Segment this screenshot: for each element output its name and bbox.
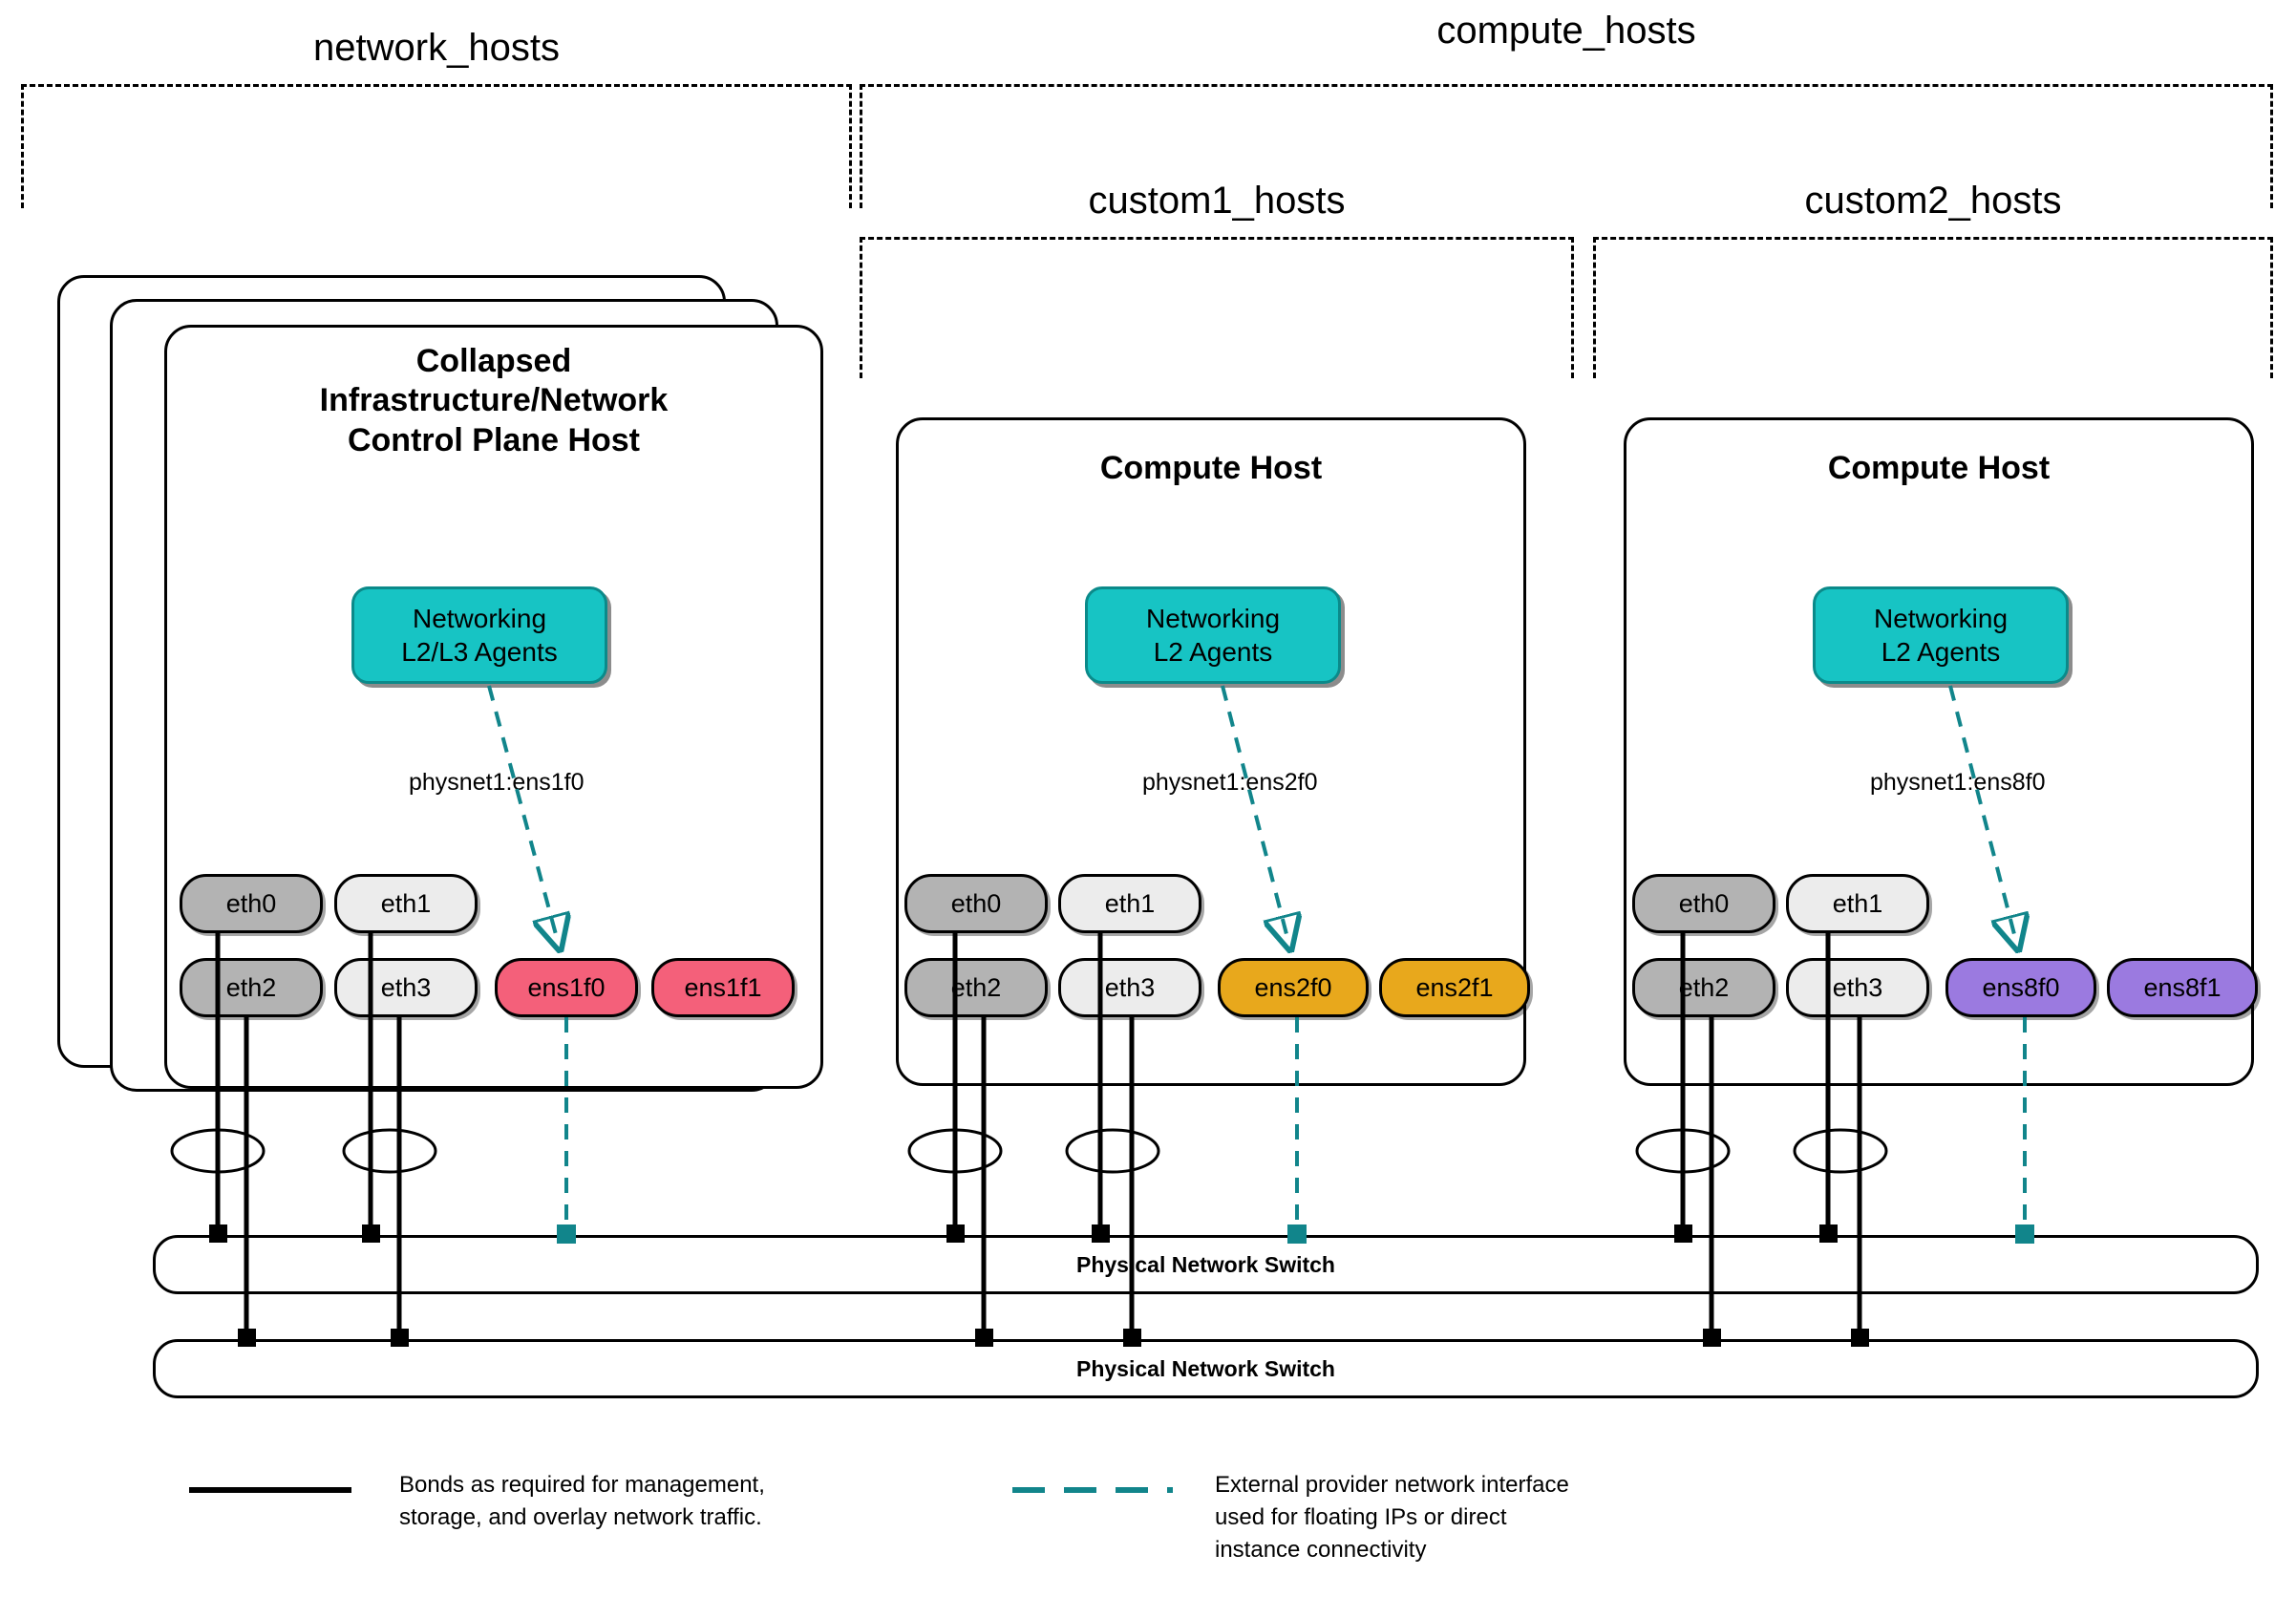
network-host-title-line3: Control Plane Host	[347, 421, 641, 458]
network-host-agents-box[interactable]	[351, 586, 607, 684]
legend-provider-line3: instance connectivity	[1215, 1537, 1427, 1564]
compute-host-2-agents-box[interactable]	[1813, 586, 2069, 684]
legend-provider-text	[1215, 1469, 1664, 1566]
nic-eth3-network-host[interactable]: eth3	[334, 958, 478, 1017]
nic-eth1-network-host[interactable]: eth1	[334, 874, 478, 933]
legend-provider-line1: External provider network interface	[1215, 1472, 1569, 1498]
compute-host-1-agents-box[interactable]	[1085, 586, 1341, 684]
compute-host-2-physnet-label: physnet1:ens8f0	[1870, 769, 2046, 796]
group-box-network-hosts	[21, 84, 852, 208]
group-label-network-hosts: network_hosts	[313, 27, 560, 69]
compute-host-1-physnet-label: physnet1:ens2f0	[1142, 769, 1318, 796]
network-host-physnet-label: physnet1:ens1f0	[409, 769, 585, 796]
network-host-title	[164, 342, 823, 460]
bond-ellipse-network-host-b	[344, 1130, 436, 1172]
group-label-custom1-hosts: custom1_hosts	[1088, 180, 1346, 222]
physical-network-switch-1[interactable]	[153, 1235, 2259, 1294]
network-host-title-line2: Infrastructure/Network	[319, 382, 669, 419]
physical-network-switch-1-label: Physical Network Switch	[1076, 1251, 1335, 1277]
nic-eth3-compute-host-1[interactable]: eth3	[1058, 958, 1201, 1017]
bond-ellipse-network-host-a	[172, 1130, 264, 1172]
nic-ens2f1-compute-host-1[interactable]: ens2f1	[1379, 958, 1530, 1017]
nic-eth0-compute-host-2[interactable]: eth0	[1632, 874, 1775, 933]
nic-eth0-network-host[interactable]: eth0	[180, 874, 323, 933]
physical-network-switch-2[interactable]	[153, 1339, 2259, 1398]
group-box-custom2-hosts	[1593, 237, 2273, 378]
nic-eth2-compute-host-2[interactable]: eth2	[1632, 958, 1775, 1017]
group-box-custom1-hosts	[860, 237, 1574, 378]
compute-host-2-agents-line1: Networking	[1873, 604, 2009, 633]
legend-bonds-text	[399, 1469, 810, 1534]
legend-provider-line2: used for floating IPs or direct	[1215, 1504, 1507, 1531]
nic-ens1f0-network-host[interactable]: ens1f0	[495, 958, 638, 1017]
group-label-custom2-hosts: custom2_hosts	[1804, 180, 2062, 222]
network-host-agents-line2: L2/L3 Agents	[401, 637, 558, 667]
legend-bonds-line1: Bonds as required for management,	[399, 1472, 765, 1498]
compute-host-1-agents-line2: L2 Agents	[1153, 637, 1273, 667]
bond-ellipse-compute-host-1-a	[909, 1130, 1001, 1172]
nic-ens1f1-network-host[interactable]: ens1f1	[651, 958, 795, 1017]
nic-ens2f0-compute-host-1[interactable]: ens2f0	[1218, 958, 1369, 1017]
nic-ens8f0-compute-host-2[interactable]: ens8f0	[1945, 958, 2096, 1017]
bond-ellipse-compute-host-1-b	[1067, 1130, 1159, 1172]
nic-eth2-network-host[interactable]: eth2	[180, 958, 323, 1017]
nic-eth1-compute-host-1[interactable]: eth1	[1058, 874, 1201, 933]
legend-bonds-line2: storage, and overlay network traffic.	[399, 1504, 762, 1531]
network-host-agents-line1: Networking	[412, 604, 547, 633]
bond-ellipse-compute-host-2-b	[1795, 1130, 1886, 1172]
network-host-title-line1: Collapsed	[415, 343, 572, 379]
nic-eth2-compute-host-1[interactable]: eth2	[904, 958, 1048, 1017]
compute-host-1-agents-line1: Networking	[1145, 604, 1281, 633]
compute-host-2-title: Compute Host	[1827, 450, 2051, 486]
compute-host-1-title: Compute Host	[1099, 450, 1323, 486]
compute-host-2-agents-line2: L2 Agents	[1881, 637, 2001, 667]
nic-eth0-compute-host-1[interactable]: eth0	[904, 874, 1048, 933]
nic-eth3-compute-host-2[interactable]: eth3	[1786, 958, 1929, 1017]
nic-ens8f1-compute-host-2[interactable]: ens8f1	[2107, 958, 2258, 1017]
bond-ellipse-compute-host-2-a	[1637, 1130, 1729, 1172]
nic-eth1-compute-host-2[interactable]: eth1	[1786, 874, 1929, 933]
physical-network-switch-2-label: Physical Network Switch	[1076, 1355, 1335, 1381]
group-label-compute-hosts: compute_hosts	[1436, 10, 1696, 52]
